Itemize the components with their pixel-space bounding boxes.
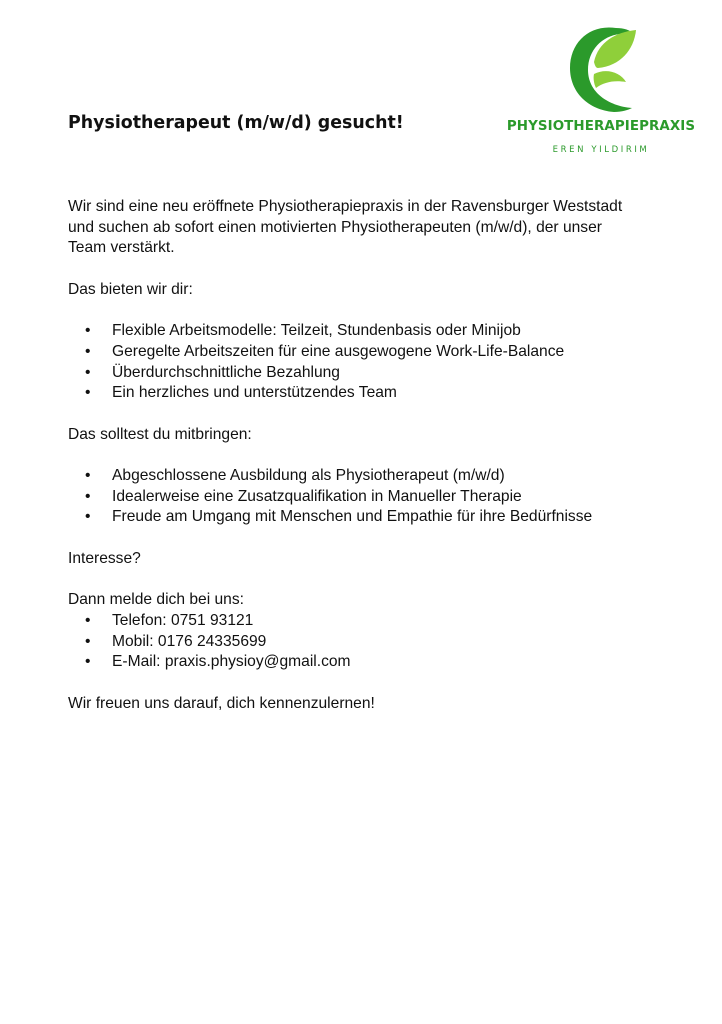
bullet-icon: • bbox=[85, 632, 91, 650]
list-item bbox=[68, 363, 668, 384]
bullet-icon: • bbox=[85, 384, 91, 402]
list-item bbox=[68, 321, 668, 342]
list-item-text: Überdurchschnittliche Bezahlung bbox=[112, 363, 340, 381]
bullet-icon: • bbox=[85, 611, 91, 629]
list-item-text: Idealerweise eine Zusatzqualifikation in Manueller Therapie bbox=[112, 487, 522, 505]
list-item-text: Flexible Arbeitsmodelle: Teilzeit, Stundenbasis oder Minijob bbox=[112, 322, 521, 340]
contact-mobile-text: Mobil: 0176 24335699 bbox=[112, 632, 267, 650]
contact-heading: Dann melde dich bei uns: bbox=[68, 591, 244, 609]
bullet-icon: • bbox=[85, 363, 91, 381]
bullet-icon: • bbox=[85, 467, 91, 485]
logo-owner-name: EREN YILDIRIM bbox=[552, 145, 650, 155]
logo-practice-name: PHYSIOTHERAPIEPRAXIS bbox=[506, 119, 696, 134]
bullet-icon: • bbox=[85, 508, 91, 526]
bullet-icon: • bbox=[85, 653, 91, 671]
offer-heading: Das bieten wir dir: bbox=[68, 280, 193, 298]
contact-phone-text: Telefon: 0751 93121 bbox=[112, 611, 254, 629]
contact-mobile bbox=[68, 632, 668, 653]
requirements-list bbox=[68, 466, 668, 528]
list-item-text: Ein herzliches und unterstützendes Team bbox=[112, 384, 397, 402]
bullet-icon: • bbox=[85, 342, 91, 360]
practice-logo bbox=[498, 22, 704, 162]
contact-email-text: E-Mail: praxis.physioy@gmail.com bbox=[112, 653, 351, 671]
bullet-icon: • bbox=[85, 487, 91, 505]
interest-line: Interesse? bbox=[68, 549, 141, 567]
document-body bbox=[68, 197, 668, 714]
list-item bbox=[68, 342, 668, 363]
list-item bbox=[68, 466, 668, 487]
offer-list bbox=[68, 321, 668, 404]
list-item bbox=[68, 487, 668, 508]
list-item-text: Abgeschlossene Ausbildung als Physiotherapeut (m/w/d) bbox=[112, 467, 505, 485]
leaf-logo-icon bbox=[564, 22, 636, 114]
contact-email bbox=[68, 652, 668, 673]
intro-paragraph: Wir sind eine neu eröffnete Physiotherapiepraxis in der Ravensburger Weststadt und suchen ab sofort einen motivierten Physiotherapeuten (m/w/d), der unser Team verstärkt. bbox=[68, 198, 623, 257]
closing-line: Wir freuen uns darauf, dich kennenzulernen! bbox=[68, 694, 375, 712]
requirements-heading: Das solltest du mitbringen: bbox=[68, 425, 252, 443]
bullet-icon: • bbox=[85, 322, 91, 340]
contact-phone bbox=[68, 611, 668, 632]
list-item-text: Freude am Umgang mit Menschen und Empathie für ihre Bedürfnisse bbox=[112, 508, 593, 526]
list-item bbox=[68, 507, 668, 528]
list-item-text: Geregelte Arbeitszeiten für eine ausgewogene Work-Life-Balance bbox=[112, 342, 565, 360]
page-title: Physiotherapeut (m/w/d) gesucht! bbox=[68, 113, 404, 133]
contact-list bbox=[68, 611, 668, 673]
list-item bbox=[68, 383, 668, 404]
